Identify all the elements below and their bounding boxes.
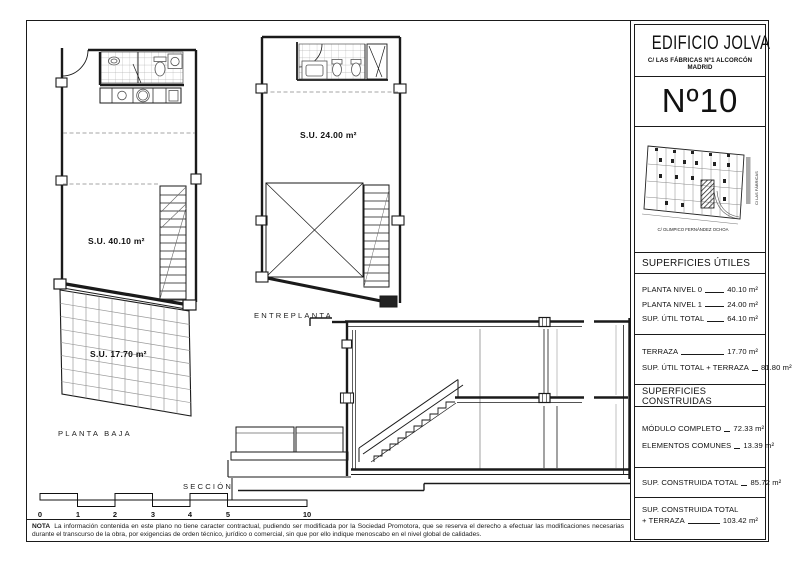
site-plan-map bbox=[635, 127, 764, 251]
row-label: MÓDULO COMPLETO bbox=[642, 424, 722, 433]
area-row bbox=[642, 478, 782, 487]
leader-line bbox=[688, 523, 720, 524]
row-value: 40.10 m² bbox=[727, 285, 758, 294]
area-row bbox=[642, 300, 758, 309]
leader-line bbox=[741, 485, 747, 486]
caption-planta-baja: PLANTA BAJA bbox=[58, 429, 132, 438]
row-value: 81.80 m² bbox=[760, 363, 792, 372]
row-value: 24.00 m² bbox=[727, 299, 758, 309]
scale-label-5: 5 bbox=[225, 510, 231, 519]
terraza-table bbox=[634, 334, 792, 385]
row-label: SUP. ÚTIL TOTAL bbox=[642, 314, 705, 323]
area-row bbox=[642, 363, 792, 372]
nota-text: La información contenida en este plano no tiene caracter contractual, pudiendo ser modificada por la Sociedad Promotora, que se reserva el derecho a efectuar las modificaciones necesarias durante el transcurso de la obra, por exigencias de orden técnico, jurídico o comercial, sin que por ello indique menoscabo en el nivel global de calidades. bbox=[32, 522, 624, 539]
leader-line bbox=[681, 354, 724, 355]
row-label: PLANTA NIVEL 1 bbox=[642, 299, 703, 309]
area-row bbox=[642, 424, 765, 433]
row-value: 85.72 m² bbox=[750, 478, 782, 487]
row-label: SUP. ÚTIL TOTAL + TERRAZA bbox=[642, 363, 749, 372]
street-label-right: C/ LAS FÁBRICAS bbox=[754, 171, 759, 205]
leader-line bbox=[705, 292, 724, 293]
construida-total-box bbox=[634, 467, 782, 498]
section-drawing bbox=[228, 318, 631, 501]
unit-number-box bbox=[634, 76, 766, 127]
area-row bbox=[642, 314, 758, 323]
row-label: TERRAZA bbox=[642, 347, 679, 356]
row-label: PLANTA NIVEL 0 bbox=[642, 285, 703, 294]
scale-label-10: 10 bbox=[302, 510, 312, 519]
leader-line bbox=[734, 448, 740, 449]
row-value: 72.33 m² bbox=[733, 424, 765, 433]
scale-label-0: 0 bbox=[37, 510, 43, 519]
nota-box bbox=[26, 519, 630, 542]
label-su-entreplanta: S.U. 24.00 m² bbox=[300, 130, 357, 140]
superficies-utiles-title: SUPERFICIES ÚTILES bbox=[642, 257, 751, 269]
area-row bbox=[642, 441, 775, 450]
row-value: 103.42 m² bbox=[722, 516, 758, 525]
row-label: SUP. CONSTRUIDA TOTAL bbox=[642, 478, 739, 487]
row-value: 17.70 m² bbox=[727, 347, 758, 356]
area-row bbox=[642, 516, 758, 525]
row-label: ELEMENTOS COMUNES bbox=[642, 441, 732, 450]
label-su-terraza: S.U. 17.70 m² bbox=[90, 349, 147, 359]
site-plan-box bbox=[634, 126, 766, 253]
superficies-utiles-header bbox=[634, 252, 766, 274]
superficies-utiles-table bbox=[634, 273, 766, 335]
building-name: EDIFICIO JOLVA bbox=[651, 33, 771, 54]
leader-line bbox=[705, 306, 724, 307]
leader-line bbox=[752, 370, 758, 371]
scale-label-1: 1 bbox=[75, 510, 81, 519]
label-su-planta-baja: S.U. 40.10 m² bbox=[88, 236, 145, 246]
construida-total-terraza-box bbox=[634, 497, 766, 540]
scale-bar bbox=[40, 494, 307, 507]
caption-entreplanta: ENTREPLANTA bbox=[254, 311, 333, 320]
superficies-construidas-title: SUPERFICIES CONSTRUIDAS bbox=[642, 385, 712, 406]
superficies-construidas-header bbox=[634, 384, 766, 407]
area-row bbox=[642, 285, 758, 294]
street-label-bottom: C/ OLIMPICO FERNÁNDEZ OCHOA bbox=[657, 227, 729, 232]
scale-label-4: 4 bbox=[187, 510, 193, 519]
scale-label-2: 2 bbox=[112, 510, 118, 519]
row-label-line1: SUP. CONSTRUIDA TOTAL bbox=[642, 505, 739, 514]
scale-label-3: 3 bbox=[150, 510, 156, 519]
superficies-construidas-table bbox=[634, 406, 775, 468]
leader-line bbox=[707, 321, 724, 322]
area-row bbox=[642, 347, 758, 356]
caption-seccion: SECCIÓN bbox=[183, 482, 233, 491]
highlighted-unit bbox=[701, 180, 714, 208]
entreplanta-plan bbox=[256, 37, 406, 307]
title-box bbox=[634, 24, 771, 77]
building-address: C/ LAS FÁBRICAS Nº1 ALCORCÓN MADRID bbox=[647, 57, 753, 71]
nota-label: NOTA bbox=[32, 522, 51, 530]
row-value: 64.10 m² bbox=[727, 314, 758, 323]
row-value: 13.39 m² bbox=[743, 441, 775, 450]
row-label: + TERRAZA bbox=[642, 516, 685, 525]
unit-number: Nº10 bbox=[661, 82, 739, 119]
leader-line bbox=[724, 431, 730, 432]
